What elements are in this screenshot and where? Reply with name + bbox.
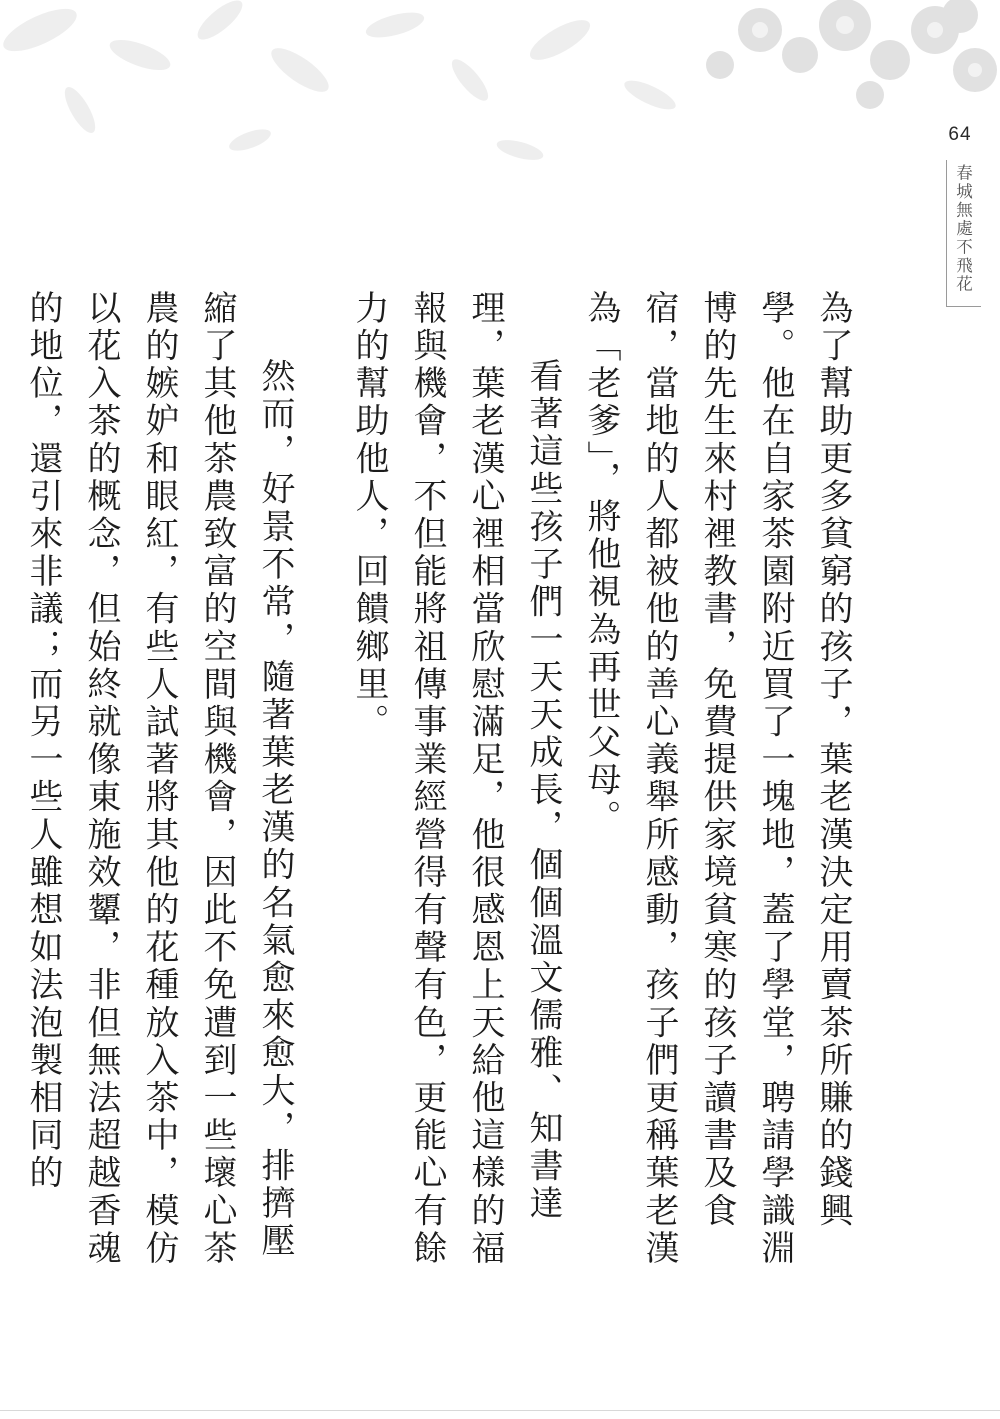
running-title-box (946, 160, 981, 307)
body-text (23, 290, 862, 1290)
book-title: 春城無處不飛花 (953, 164, 973, 294)
paragraph-1: 為了幫助更多貧窮的孩子，葉老漢決定用賣茶所賺的錢興學。他在自家茶園附近買了一塊地，蓋了學堂，聘請學識淵博的先生來村裡教書，免費提供家境貧寒的孩子讀書及食宿，當地的人都被他的善心義舉所感動，孩子們更稱葉老漢為「老爹」，將他視為再世父母。 (581, 290, 853, 1268)
page-bottom-line (0, 1410, 1000, 1411)
paragraph-2: 看著這些孩子們一天天成長，個個溫文儒雅、知書達理，葉老漢心裡相當欣慰滿足，他很感恩上天給他這樣的福報與機會，不但能將祖傳事業經營得有聲有色，更能心有餘力的幫助他人，回饋鄉里。 (349, 290, 563, 1268)
paragraph-3: 然而，好景不常，隨著葉老漢的名氣愈來愈大，排擠壓縮了其他茶農致富的空間與機會，因此不免遭到一些壞心茶農的嫉妒和眼紅，有些人試著將其他的花種放入茶中，模仿以花入茶的概念，但始終就像東施效顰，非但無法超越香魂的地位，還引來非議；而另一些人雖想如法泡製相同的 (23, 290, 295, 1268)
floral-decoration (0, 0, 1000, 200)
page-number: 64 (948, 124, 972, 145)
